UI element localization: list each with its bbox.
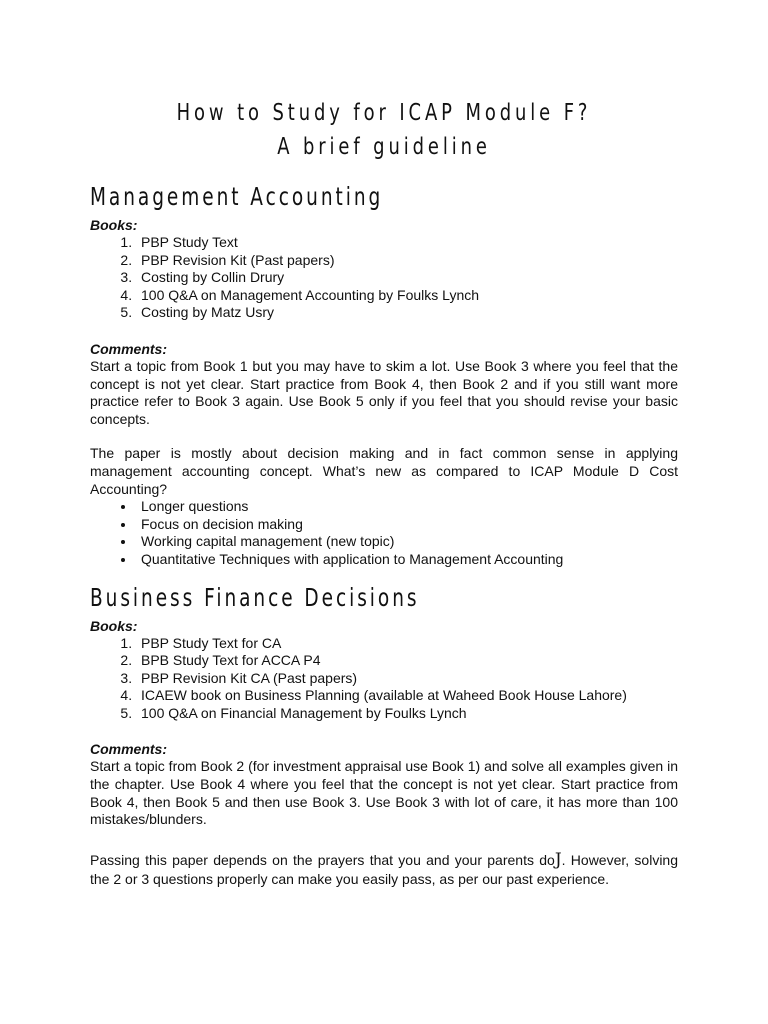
list-item: 4. ICAEW book on Business Planning (available at Waheed Book House Lahore) — [136, 687, 678, 705]
title-line-1: How to Study for ICAP Module F? — [176, 100, 592, 126]
list-item: 2. PBP Revision Kit (Past papers) — [136, 252, 678, 270]
books-list — [90, 234, 678, 322]
list-item: • Quantitative Techniques with application to Management Accounting — [136, 551, 678, 569]
list-item: • Longer questions — [136, 498, 678, 516]
section-heading-management-accounting: Management Accounting — [90, 182, 384, 211]
list-item: 5. Costing by Matz Usry — [136, 304, 678, 322]
list-item: • Working capital management (new topic) — [136, 533, 678, 551]
section-heading-business-finance: Business Finance Decisions — [90, 582, 420, 612]
smiley-glyph: J — [554, 849, 562, 870]
books-label: Books: — [90, 217, 138, 233]
comment-paragraph: Start a topic from Book 2 (for investment appraisal use Book 1) and solve all examples given in the chapter. Use Book 4 where you feel that the concept is not yet clear. Start practice from Book 4, then Book 5 and then use Book 3. Use Book 3 with lot of care, it has more than 100 mistakes/blunders. — [90, 758, 678, 828]
books-label: Books: — [90, 617, 138, 634]
comments-label: Comments: — [90, 340, 168, 357]
list-item: 4. 100 Q&A on Management Accounting by Foulks Lynch — [136, 287, 678, 305]
list-item: 3. PBP Revision Kit CA (Past papers) — [136, 670, 678, 688]
list-item: 1. PBP Study Text for CA — [136, 635, 678, 653]
comment-paragraph: Start a topic from Book 1 but you may have to skim a lot. Use Book 3 where you feel that the concept is not yet clear. Start practice from Book 4, then Book 2 and if you still want more practice refer to Book 3 again. Use Book 5 only if you feel that you should revise your basic concepts. — [90, 357, 678, 427]
list-item: 5. 100 Q&A on Financial Management by Foulks Lynch — [136, 705, 678, 723]
final-text-after: . However, solving the 2 or 3 questions properly can make you easily pass, as per our past experience. — [90, 851, 678, 887]
books-list — [90, 635, 678, 723]
final-text-before: Passing this paper depends on the prayers that you and your parents do — [90, 851, 555, 868]
list-item: 2. BPB Study Text for ACCA P4 — [136, 652, 678, 670]
title-line-2: A brief guideline — [277, 134, 491, 160]
list-item: 3. Costing by Collin Drury — [136, 269, 678, 287]
document-page — [90, 96, 678, 889]
list-item: • Focus on decision making — [136, 516, 678, 534]
comment-paragraph: The paper is mostly about decision making and in fact common sense in applying management accounting concept. What’s new as compared to ICAP Module D Cost Accounting? — [90, 445, 678, 497]
bullet-list — [90, 498, 678, 568]
final-paragraph — [90, 851, 678, 889]
comments-label: Comments: — [90, 741, 168, 758]
list-item: 1. PBP Study Text — [136, 234, 678, 252]
document-title — [155, 96, 614, 164]
